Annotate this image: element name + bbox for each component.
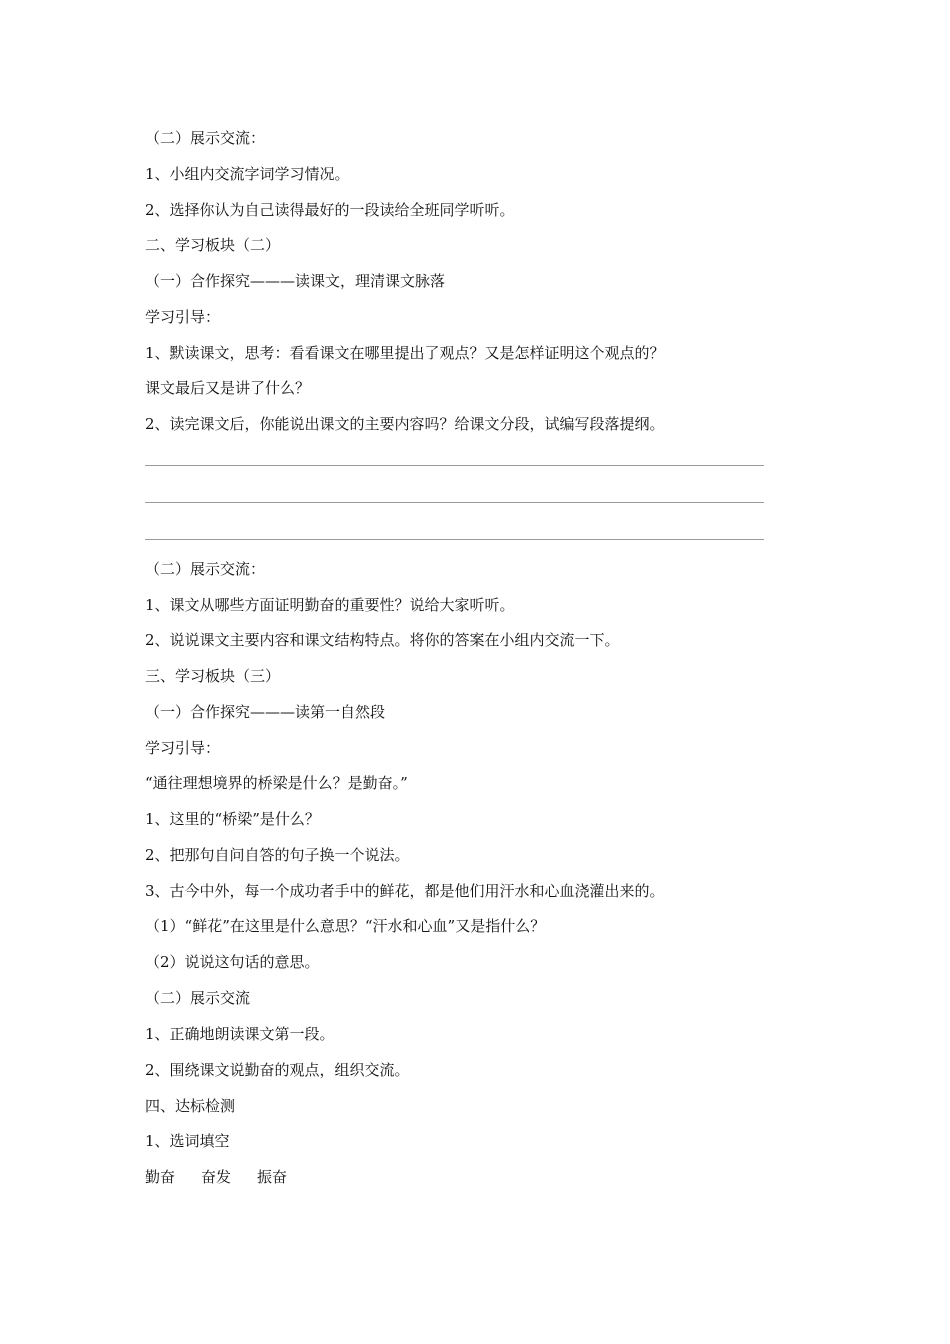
word-choice: 勤奋 [145, 1168, 176, 1186]
list-item: 1、默读课文，思考：看看课文在哪里提出了观点？又是怎样证明这个观点的？ [145, 344, 665, 362]
list-item: 1、正确地朗读课文第一段。 [145, 1025, 335, 1043]
word-choice: 奋发 [201, 1168, 232, 1186]
section-heading: （二）展示交流： [145, 560, 266, 578]
list-item: 2、选择你认为自己读得最好的一段读给全班同学听听。 [145, 201, 515, 219]
sub-item: （1）“鲜花”在这里是什么意思？“汗水和心血”又是指什么？ [145, 917, 546, 935]
sub-item: （2）说说这句话的意思。 [145, 953, 320, 971]
section-heading: （一）合作探究———读课文，理清课文脉落 [145, 272, 446, 290]
list-item: 1、小组内交流字词学习情况。 [145, 165, 350, 183]
section-heading: （一）合作探究———读第一自然段 [145, 703, 386, 721]
list-item: 2、读完课文后，你能说出课文的主要内容吗？给课文分段，试编写段落提纲。 [145, 415, 665, 433]
section-heading: （二）展示交流 [145, 989, 251, 1007]
answer-line[interactable] [145, 502, 764, 503]
list-item: 1、课文从哪些方面证明勤奋的重要性？说给大家听听。 [145, 596, 515, 614]
answer-line[interactable] [145, 539, 764, 540]
word-choices [145, 1167, 287, 1187]
section-heading: 三、学习板块（三） [145, 667, 281, 685]
section-heading: （二）展示交流： [145, 129, 266, 147]
guide-label: 学习引导： [145, 739, 221, 757]
list-item: 2、把那句自问自答的句子换一个说法。 [145, 846, 410, 864]
list-item: 1、选词填空 [145, 1132, 230, 1150]
list-item: 2、说说课文主要内容和课文结构特点。将你的答案在小组内交流一下。 [145, 631, 620, 649]
section-heading: 四、达标检测 [145, 1097, 236, 1115]
list-item: 2、围绕课文说勤奋的观点，组织交流。 [145, 1061, 410, 1079]
list-item: 1、这里的“桥梁”是什么？ [145, 810, 320, 828]
section-heading: 二、学习板块（二） [145, 236, 281, 254]
word-choice: 振奋 [257, 1168, 288, 1186]
quote: “通往理想境界的桥梁是什么？是勤奋。” [145, 774, 408, 792]
guide-label: 学习引导： [145, 308, 221, 326]
answer-line[interactable] [145, 465, 764, 466]
list-item-continuation: 课文最后又是讲了什么？ [145, 379, 311, 397]
list-item: 3、古今中外，每一个成功者手中的鲜花，都是他们用汗水和心血浇灌出来的。 [145, 882, 665, 900]
